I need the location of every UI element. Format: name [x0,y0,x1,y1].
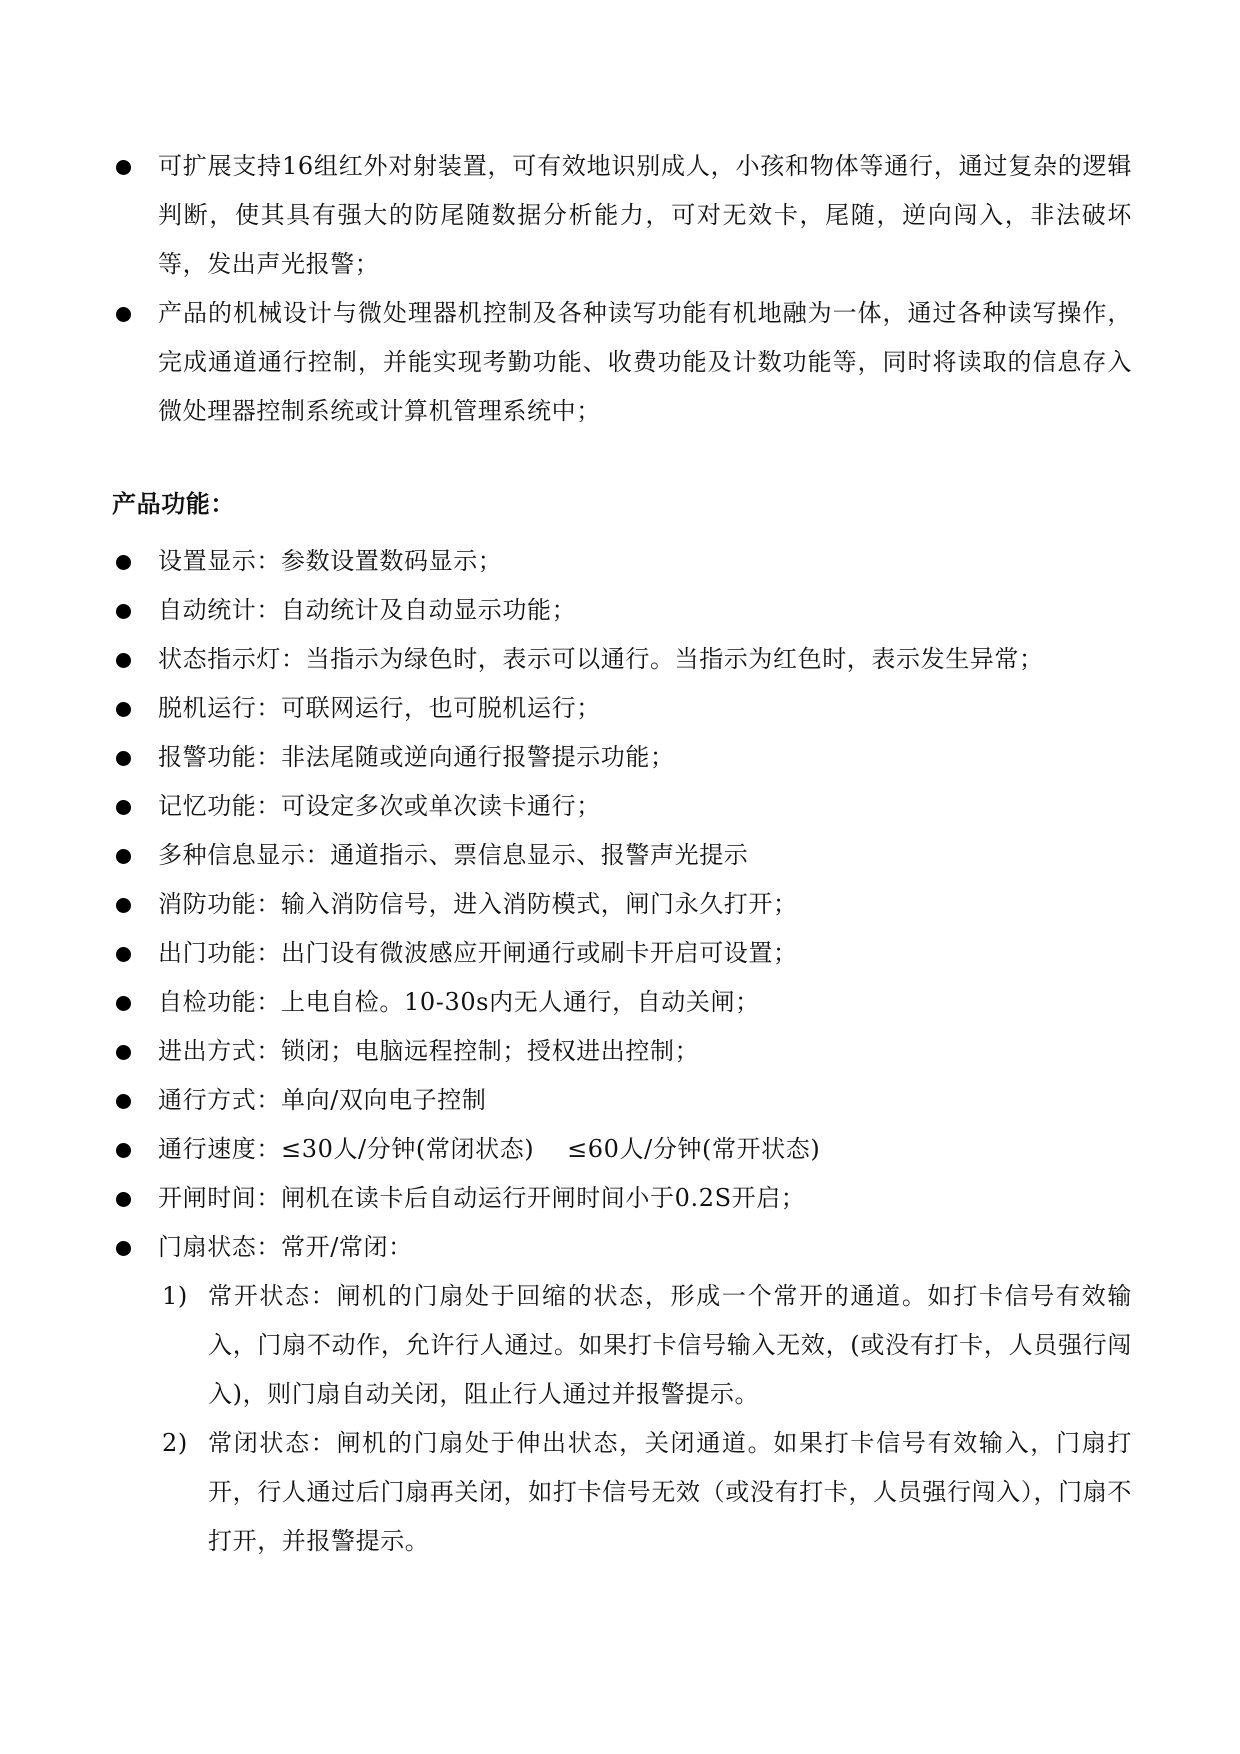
bullet-icon [116,702,131,717]
bullet-icon [116,996,131,1011]
intro-item-text: 可扩展支持16组红外对射装置，可有效地识别成人，小孩和物体等通行，通过复杂的逻辑判断，使其具有强大的防尾随数据分析能力，可对无效卡，尾随，逆向闯入，非法破坏等，发出声光报警； [158,152,1132,278]
bullet-icon [116,751,131,766]
bullet-icon [116,307,131,322]
bullet-icon [116,604,131,619]
feature-item [112,635,1132,684]
sub-item [112,1419,1132,1566]
feature-item [112,684,1132,733]
bullet-icon [116,1143,131,1158]
door-state-sublist [112,1272,1132,1566]
sub-item-text: 常开状态：闸机的门扇处于回缩的状态，形成一个常开的通道。如打卡信号有效输入，门扇不动作，允许行人通过。如果打卡信号输入无效，(或没有打卡，人员强行闯入)，则门扇自动关闭，阻止行人通过并报警提示。 [208,1282,1132,1408]
bullet-icon [116,800,131,815]
bullet-icon [116,653,131,668]
feature-item [112,978,1132,1027]
bullet-icon [116,1094,131,1109]
feature-item [112,831,1132,880]
feature-item [112,733,1132,782]
bullet-icon [116,1045,131,1060]
feature-item [112,537,1132,586]
feature-item [112,929,1132,978]
feature-item-text: 门扇状态：常开/常闭： [158,1233,413,1261]
feature-item [112,1027,1132,1076]
feature-item [112,586,1132,635]
feature-list [112,537,1132,1272]
feature-item [112,880,1132,929]
feature-item [112,1076,1132,1125]
bullet-icon [116,1241,131,1256]
section-title: 产品功能： [112,490,235,518]
feature-item [112,782,1132,831]
feature-item-text: 通行方式：单向/双向电子控制 [158,1086,487,1114]
feature-item-text: 进出方式：锁闭；电脑远程控制；授权进出控制； [158,1037,700,1065]
feature-item [112,1174,1132,1223]
feature-item-text: 报警功能：非法尾随或逆向通行报警提示功能； [158,743,675,771]
bullet-icon [116,555,131,570]
bullet-icon [116,849,131,864]
feature-item-text: 自检功能：上电自检。10-30s内无人通行，自动关闸； [158,988,760,1016]
feature-item-text: 状态指示灯：当指示为绿色时，表示可以通行。当指示为红色时，表示发生异常； [158,645,1044,673]
sub-item-text: 常闭状态：闸机的门扇处于伸出状态，关闭通道。如果打卡信号有效输入，门扇打开，行人通过后门扇再关闭，如打卡信号无效（或没有打卡，人员强行闯入），门扇不打开，并报警提示。 [208,1429,1132,1555]
feature-item [112,1223,1132,1272]
intro-list [112,142,1132,436]
feature-item-text: 消防功能：输入消防信号，进入消防模式，闸门永久打开； [158,890,798,918]
sub-item-number: 2) [162,1429,188,1457]
intro-item-text: 产品的机械设计与微处理器机控制及各种读写功能有机地融为一体，通过各种读写操作，完成通道通行控制，并能实现考勤功能、收费功能及计数功能等，同时将读取的信息存入微处理器控制系统或计算机管理系统中； [158,299,1132,425]
sub-item [112,1272,1132,1419]
feature-item-text: 记忆功能：可设定多次或单次读卡通行； [158,792,601,820]
feature-item-text: 开闸时间：闸机在读卡后自动运行开闸时间小于0.2S开启； [158,1184,806,1212]
bullet-icon [116,1192,131,1207]
bullet-icon [116,898,131,913]
feature-item-text: 脱机运行：可联网运行，也可脱机运行； [158,694,601,722]
feature-item-text: 自动统计：自动统计及自动显示功能； [158,596,577,624]
feature-item-text: 通行速度：≤30人/分钟(常闭状态) ≤60人/分钟(常开状态) [158,1135,821,1163]
intro-item [112,289,1132,436]
sub-item-number: 1) [162,1282,188,1310]
bullet-icon [116,160,131,175]
intro-item [112,142,1132,289]
bullet-icon [116,947,131,962]
feature-item-text: 多种信息显示：通道指示、票信息显示、报警声光提示 [158,841,749,869]
document-content [112,142,1132,1566]
feature-item-text: 出门功能：出门设有微波感应开闸通行或刷卡开启可设置； [158,939,798,967]
feature-item-text: 设置显示：参数设置数码显示； [158,547,503,575]
feature-item [112,1125,1132,1174]
